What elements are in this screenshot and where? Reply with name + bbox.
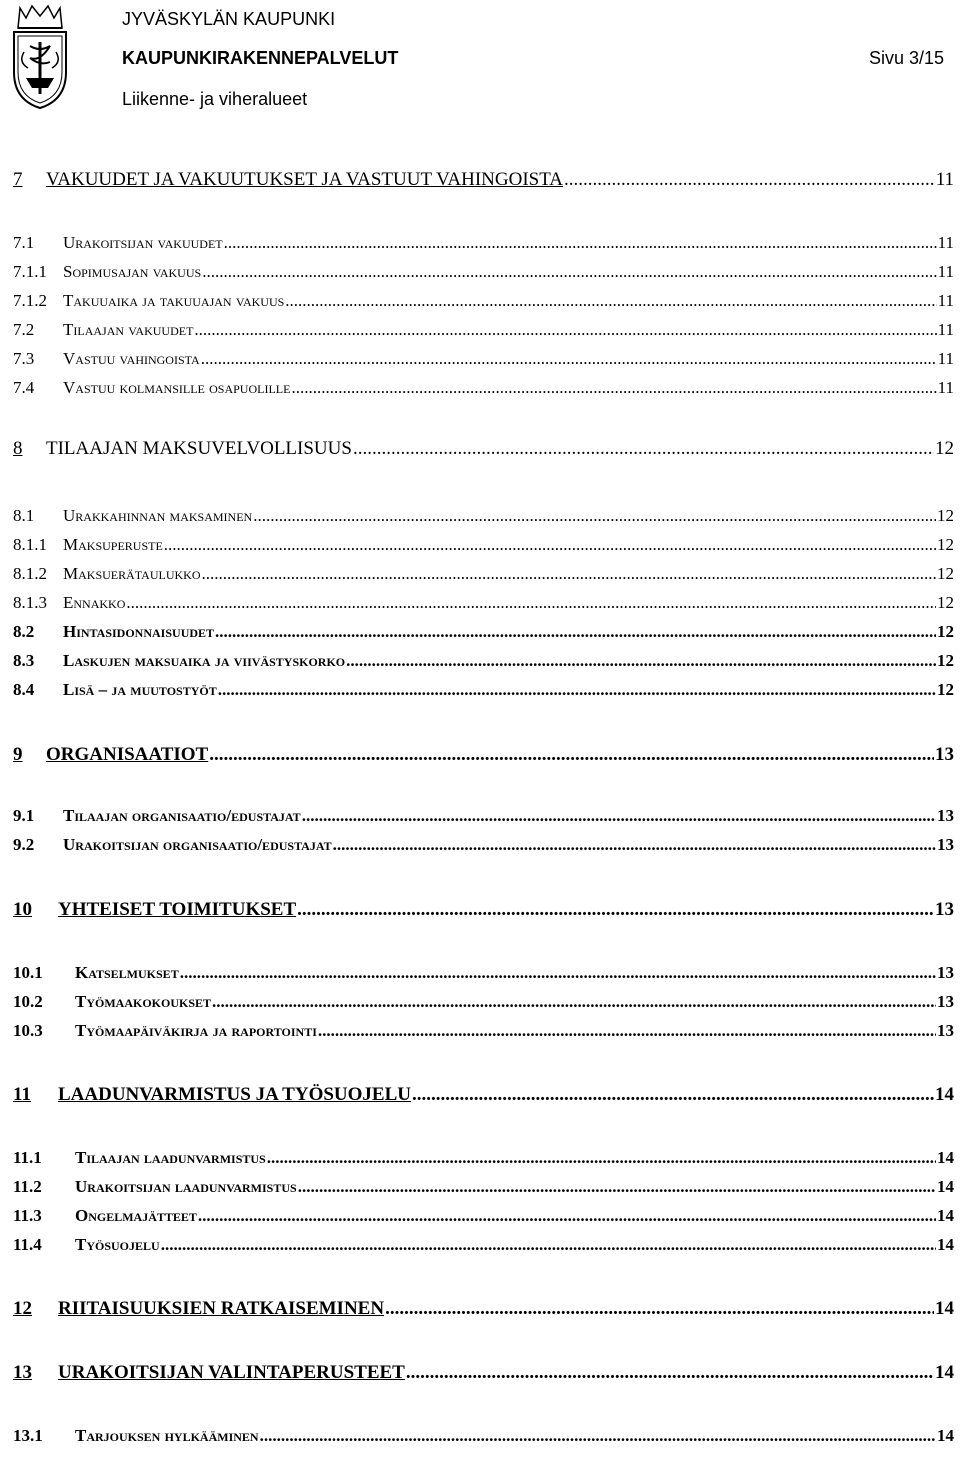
toc-entry[interactable] [13, 437, 954, 461]
toc-number: 11.4 [13, 1235, 42, 1254]
toc-page: 13 [937, 992, 954, 1011]
toc-entry[interactable] [13, 563, 954, 585]
toc-title: Urakkahinnan maksaminen [63, 506, 253, 525]
toc-title: Urakoitsijan laadunvarmistus [75, 1177, 297, 1196]
toc-number: 7.1.2 [13, 291, 47, 310]
toc-title: Tilaajan laadunvarmistus [75, 1148, 266, 1167]
toc-title: Tarjouksen hylkääminen [75, 1426, 259, 1445]
toc-entry[interactable] [13, 1176, 954, 1198]
city-name: JYVÄSKYLÄN KAUPUNKI [122, 9, 336, 29]
toc-leader [209, 743, 934, 767]
toc-number: 8.1.1 [13, 535, 47, 554]
toc-page: 11 [937, 233, 954, 252]
toc-title: Maksuerätaulukko [63, 564, 201, 583]
toc-page: 14 [935, 1298, 954, 1319]
toc-page: 11 [937, 378, 954, 397]
toc-title: Ennakko [63, 593, 126, 612]
toc-title: Katselmukset [75, 963, 179, 982]
toc-leader [298, 1176, 936, 1198]
toc-number: 10.3 [13, 1021, 43, 1040]
toc-title: RIITAISUUKSIEN RATKAISEMINEN [58, 1298, 385, 1319]
toc-page: 13 [937, 963, 954, 982]
toc-leader [253, 505, 936, 527]
toc-leader [318, 1020, 936, 1042]
toc-title: Työmaakokoukset [75, 992, 212, 1011]
toc-number: 11.3 [13, 1206, 42, 1225]
toc-leader [198, 1205, 936, 1227]
toc-title: Vastuu vahingoista [63, 349, 200, 368]
toc-page: 11 [935, 169, 954, 190]
toc-leader [194, 319, 936, 341]
toc-leader [346, 650, 936, 672]
toc-leader [164, 534, 936, 556]
toc-leader [224, 232, 937, 254]
toc-leader [201, 348, 937, 370]
toc-title: Hintasidonnaisuudet [63, 622, 215, 641]
department-name: KAUPUNKIRAKENNEPALVELUT [122, 48, 399, 68]
toc-page: 11 [937, 320, 954, 339]
toc-leader [212, 991, 936, 1013]
toc-page: 12 [937, 680, 954, 699]
toc-entry[interactable] [13, 621, 954, 643]
toc-title: VAKUUDET JA VAKUUTUKSET JA VASTUUT VAHINGOISTA [46, 169, 564, 190]
toc-page: 13 [935, 899, 954, 920]
toc-entry[interactable] [13, 1361, 954, 1385]
toc-entry[interactable] [13, 168, 954, 192]
toc-leader [260, 1425, 936, 1447]
toc-entry[interactable] [13, 1083, 954, 1107]
toc-leader [201, 563, 936, 585]
toc-entry[interactable] [13, 991, 954, 1013]
toc-entry[interactable] [13, 592, 954, 614]
toc-page: 12 [937, 593, 954, 612]
toc-leader [126, 592, 936, 614]
toc-title: Takuuaika ja takuuajan vakuus [63, 291, 285, 310]
toc-title: ORGANISAATIOT [46, 744, 209, 765]
toc-number: 13 [13, 1362, 32, 1383]
city-crest-icon [4, 2, 76, 112]
toc-title: Ongelmajätteet [75, 1206, 197, 1225]
toc-entry[interactable] [13, 1147, 954, 1169]
toc-page: 12 [937, 651, 954, 670]
toc-entry[interactable] [13, 1425, 954, 1447]
toc-title: Työsuojelu [75, 1235, 160, 1254]
toc-number: 12 [13, 1298, 32, 1319]
toc-page: 14 [937, 1426, 954, 1445]
toc-leader [297, 898, 934, 922]
toc-entry[interactable] [13, 743, 954, 767]
toc-title: Sopimusajan vakuus [63, 262, 202, 281]
toc-leader [291, 377, 936, 399]
toc-entry[interactable] [13, 1020, 954, 1042]
toc-number: 8.1.2 [13, 564, 47, 583]
toc-title: Lisä – ja muutostyöt [63, 680, 217, 699]
toc-number: 8.1.3 [13, 593, 47, 612]
toc-leader [302, 805, 936, 827]
toc-page: 11 [937, 262, 954, 281]
toc-number: 10.1 [13, 963, 43, 982]
toc-page: 12 [937, 622, 954, 641]
toc-title: Urakoitsijan vakuudet [63, 233, 223, 252]
toc-entry[interactable] [13, 1297, 954, 1321]
toc-number: 10 [13, 899, 32, 920]
toc-number: 8.4 [13, 680, 35, 699]
toc-title: Urakoitsijan organisaatio/edustajat [63, 835, 332, 854]
page-number: Sivu 3/15 [868, 48, 944, 68]
toc-leader [406, 1361, 934, 1385]
toc-entry[interactable] [13, 505, 954, 527]
toc-number: 9.1 [13, 806, 35, 825]
toc-page: 14 [937, 1206, 954, 1225]
toc-page: 11 [937, 349, 954, 368]
toc-entry[interactable] [13, 348, 954, 370]
toc-page: 13 [937, 835, 954, 854]
toc-leader [267, 1147, 936, 1169]
toc-number: 10.2 [13, 992, 43, 1011]
toc-page: 11 [937, 291, 954, 310]
toc-leader [161, 1234, 936, 1256]
toc-entry[interactable] [13, 534, 954, 556]
toc-number: 7.4 [13, 378, 35, 397]
toc-page: 13 [937, 1021, 954, 1040]
toc-leader [215, 621, 936, 643]
toc-number: 7.1 [13, 233, 35, 252]
toc-page: 12 [935, 438, 954, 459]
unit-name: Liikenne- ja viheralueet [122, 89, 308, 109]
toc-entry[interactable] [13, 261, 954, 283]
toc-entry[interactable] [13, 898, 954, 922]
toc-leader [218, 679, 936, 701]
toc-number: 7.1.1 [13, 262, 47, 281]
toc-page: 14 [935, 1084, 954, 1105]
toc-entry[interactable] [13, 650, 954, 672]
toc-title: URAKOITSIJAN VALINTAPERUSTEET [58, 1362, 405, 1383]
toc-page: 14 [937, 1177, 954, 1196]
toc-page: 12 [937, 535, 954, 554]
toc-title: Laskujen maksuaika ja viivästyskorko [63, 651, 346, 670]
toc-number: 8 [13, 438, 23, 459]
toc-leader [202, 261, 936, 283]
toc-page: 13 [935, 744, 954, 765]
toc-leader [285, 290, 936, 312]
toc-leader [180, 962, 936, 984]
page-header [0, 0, 960, 120]
toc-title: YHTEISET TOIMITUKSET [58, 899, 297, 920]
toc-page: 14 [935, 1362, 954, 1383]
toc-number: 11.1 [13, 1148, 42, 1167]
toc-page: 13 [937, 806, 954, 825]
toc-entry[interactable] [13, 962, 954, 984]
toc-leader [412, 1083, 934, 1107]
toc-number: 7.3 [13, 349, 35, 368]
toc-number: 11.2 [13, 1177, 42, 1196]
toc-number: 11 [13, 1084, 31, 1105]
toc-entry[interactable] [13, 232, 954, 254]
toc-leader [385, 1297, 934, 1321]
toc-title: Työmaapäiväkirja ja raportointi [75, 1021, 317, 1040]
toc-entry[interactable] [13, 834, 954, 856]
toc-entry[interactable] [13, 1234, 954, 1256]
toc-number: 8.3 [13, 651, 35, 670]
toc-page: 12 [937, 564, 954, 583]
toc-entry[interactable] [13, 377, 954, 399]
toc-number: 7.2 [13, 320, 35, 339]
toc-title: Maksuperuste [63, 535, 163, 554]
toc-number: 8.1 [13, 506, 35, 525]
toc-number: 9 [13, 744, 23, 765]
toc-number: 8.2 [13, 622, 35, 641]
toc-leader [564, 168, 935, 192]
toc-entry[interactable] [13, 1205, 954, 1227]
toc-page: 12 [937, 506, 954, 525]
toc-title: Tilaajan organisaatio/edustajat [63, 806, 301, 825]
toc-number: 9.2 [13, 835, 35, 854]
toc-leader [353, 437, 934, 461]
toc-title: TILAAJAN MAKSUVELVOLLISUUS [46, 438, 352, 459]
toc-entry[interactable] [13, 679, 954, 701]
toc-title: Tilaajan vakuudet [63, 320, 194, 339]
toc-number: 13.1 [13, 1426, 43, 1445]
toc-entry[interactable] [13, 290, 954, 312]
toc-title: Vastuu kolmansille osapuolille [63, 378, 291, 397]
toc-page: 14 [937, 1235, 954, 1254]
toc-title: LAADUNVARMISTUS JA TYÖSUOJELU [58, 1084, 411, 1105]
toc-entry[interactable] [13, 805, 954, 827]
toc-number: 7 [13, 169, 23, 190]
toc-leader [333, 834, 936, 856]
toc-entry[interactable] [13, 319, 954, 341]
toc-page: 14 [937, 1148, 954, 1167]
